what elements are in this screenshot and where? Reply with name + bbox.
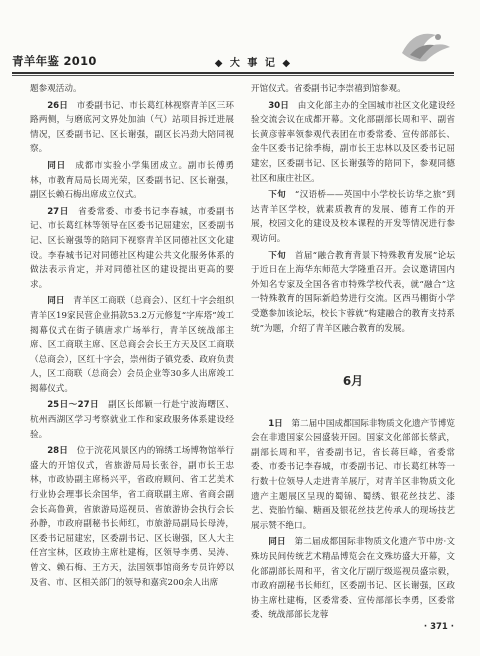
event-date: 同日 — [268, 537, 286, 548]
event-date: 1日 — [268, 418, 283, 429]
event-paragraph — [30, 398, 234, 442]
event-paragraph — [251, 99, 455, 187]
event-text: 由文化部主办的全国城市社区文化建设经验交流会议在成都开幕。文化部副部长周和平、副省长黄彦蓉率领参观代表团在市委常委、宣传部部长、金牛区委书记徐季梅，副市长王忠林以及区委书记屈建宏，区委副书记、区长谢强等的陪同下，参观同德社区和康庄社区。 — [251, 100, 455, 184]
event-text: 第二届成都国际非物质文化遗产节中房·文殊坊民间传统艺术精品博览会在文殊坊盛大开幕，文化部副部长周和平，省文化厅副厅级巡视员盛宗毅，市政府副秘书长师红，区委副书记、区长谢强，区政协主席杜建梅，区委常委、宣传部部长李勇，区委常委、统战部部长龙蓉 — [251, 537, 455, 621]
event-date: 27日 — [47, 206, 69, 217]
event-paragraph — [30, 205, 234, 293]
event-date: 同日 — [47, 296, 65, 307]
running-header — [12, 53, 454, 69]
event-text: 成都市实验小学集团成立。副市长傅勇林，市教育局局长周光荣，区委副书记、区长谢强，副区长赖石梅出席成立仪式。 — [30, 160, 234, 201]
event-date: 28日 — [47, 446, 69, 457]
event-text: 青羊区工商联（总商会）、区红十字会组织青羊区19家民营企业捐款53.2万元修复“字库塔”竣工揭幕仪式在街子镇唐求广场举行，青羊区统战部主席、区工商联主席、区总商会会长王方天及区工商联（总商会），区红十字会，崇州街子镇党委、政府负责人，区工商联（总商会）会员企业等30多人出席竣工揭幕仪式。 — [30, 296, 234, 394]
event-paragraph — [251, 535, 455, 623]
event-paragraph — [30, 294, 234, 396]
event-text: “汉语桥——英国中小学校长访华之旅”到达青羊区学校，就素质教育的发展、德育工作的开展，校园文化的建设及校本课程的开发等情况进行参观访问。 — [251, 190, 455, 244]
event-date: 下旬 — [268, 190, 286, 201]
event-paragraph — [251, 249, 455, 337]
event-paragraph — [251, 417, 455, 534]
event-text: 副区长郎颖一行赴宁波海曙区、杭州西湖区学习考察就业工作和家政服务体系建设经验。 — [30, 400, 234, 440]
event-text: 市委副书记、市长葛红林视察青羊区三环路两侧，与磨底河文界处加油（气）站项目拆迁进展情况，区委副书记、区长谢强，副区长冯劲大陪同视察。 — [30, 100, 234, 155]
section-title: ◆ 大 事 记 ◆ — [214, 58, 293, 69]
event-paragraph — [30, 82, 234, 97]
event-text: 位于浣花风景区内的锦绣工场博物馆举行盛大的开馆仪式，省旅游局局长张谷，副市长王忠林，市政协副主席杨兴平，省政府顾问、省工艺美术行业协会理事长余国华，省工商联副主席、省商会副会长高鲁黄，省旅游局巡视员、省旅游协会执行会长孙静，市政府副秘书长师红，市旅游局副局长母涛，区委书记屈建宏，区委副书记、区长谢强，区人大主任宫宝林，区政协主席杜建梅，区领导李勇、吴涛、曾文、赖石梅、王方天，法国领事馆商务专员许婷以及省、市、区相关部门的领导和嘉宾200余人出席 — [30, 446, 234, 588]
event-date: 26日 — [47, 100, 69, 111]
event-text: 题参观活动。 — [30, 84, 82, 94]
event-paragraph — [30, 159, 234, 203]
event-date: 30日 — [268, 100, 290, 111]
header-rule-thin — [12, 75, 454, 76]
event-date: 同日 — [47, 160, 66, 171]
yearbook-title: 青羊年鉴 2010 — [12, 54, 97, 68]
yearbook-logo-icon — [396, 23, 454, 69]
event-date: 25日～27日 — [47, 400, 100, 411]
right-column — [251, 82, 455, 625]
event-paragraph — [30, 444, 234, 590]
page-number: · 371 · — [423, 622, 454, 632]
event-paragraph — [30, 99, 234, 157]
event-text: 第二届中国成都国际非物质文化遗产节博览会在非遗国家公园盛装开园。国家文化部部长蔡武，副部长周和平，省委副书记，省长蒋巨峰，省委常委、市委书记李春城，市委副书记、市长葛红林等一行数十位领导人走进青羊展厅，对青羊区非物质文化遗产主题展区呈现的蜀锦、蜀绣、银花丝技艺、漆艺、瓷胎竹编、糖画及银花丝技艺传承人的现场技艺展示赞不绝口。 — [251, 418, 455, 531]
event-text: 省委常委、市委书记李春城，市委副书记、市长葛红林等领导在区委书记屈建宏，区委副书记、区长谢强等的陪同下视察青羊区同德社区文化建设。李春城书记对同德社区构建公共文化服务体系的做法表示肯定，并对同德社区的建设提出更高的要求。 — [30, 206, 234, 290]
event-text: 首届“融合教育背景下特殊教育发展”论坛于近日在上海华东师范大学隆重召开。会议邀请国内外知名专家及全国各省市特殊学校代表，就“融合”这一特殊教育的国际新趋势进行交流。区西马棚街小学受邀参加该论坛，校长卞蓉就“构建融合的教育支持系统”为题，介绍了青羊区融合教育的发展。 — [251, 250, 455, 334]
left-column — [30, 82, 234, 592]
month-heading: 6月 — [342, 374, 364, 389]
event-paragraph — [251, 188, 455, 246]
event-date: 下旬 — [268, 250, 286, 261]
header-rule — [12, 72, 454, 74]
event-paragraph — [251, 82, 455, 97]
event-text: 开馆仪式。省委副书记李崇禧到馆参观。 — [251, 84, 406, 94]
